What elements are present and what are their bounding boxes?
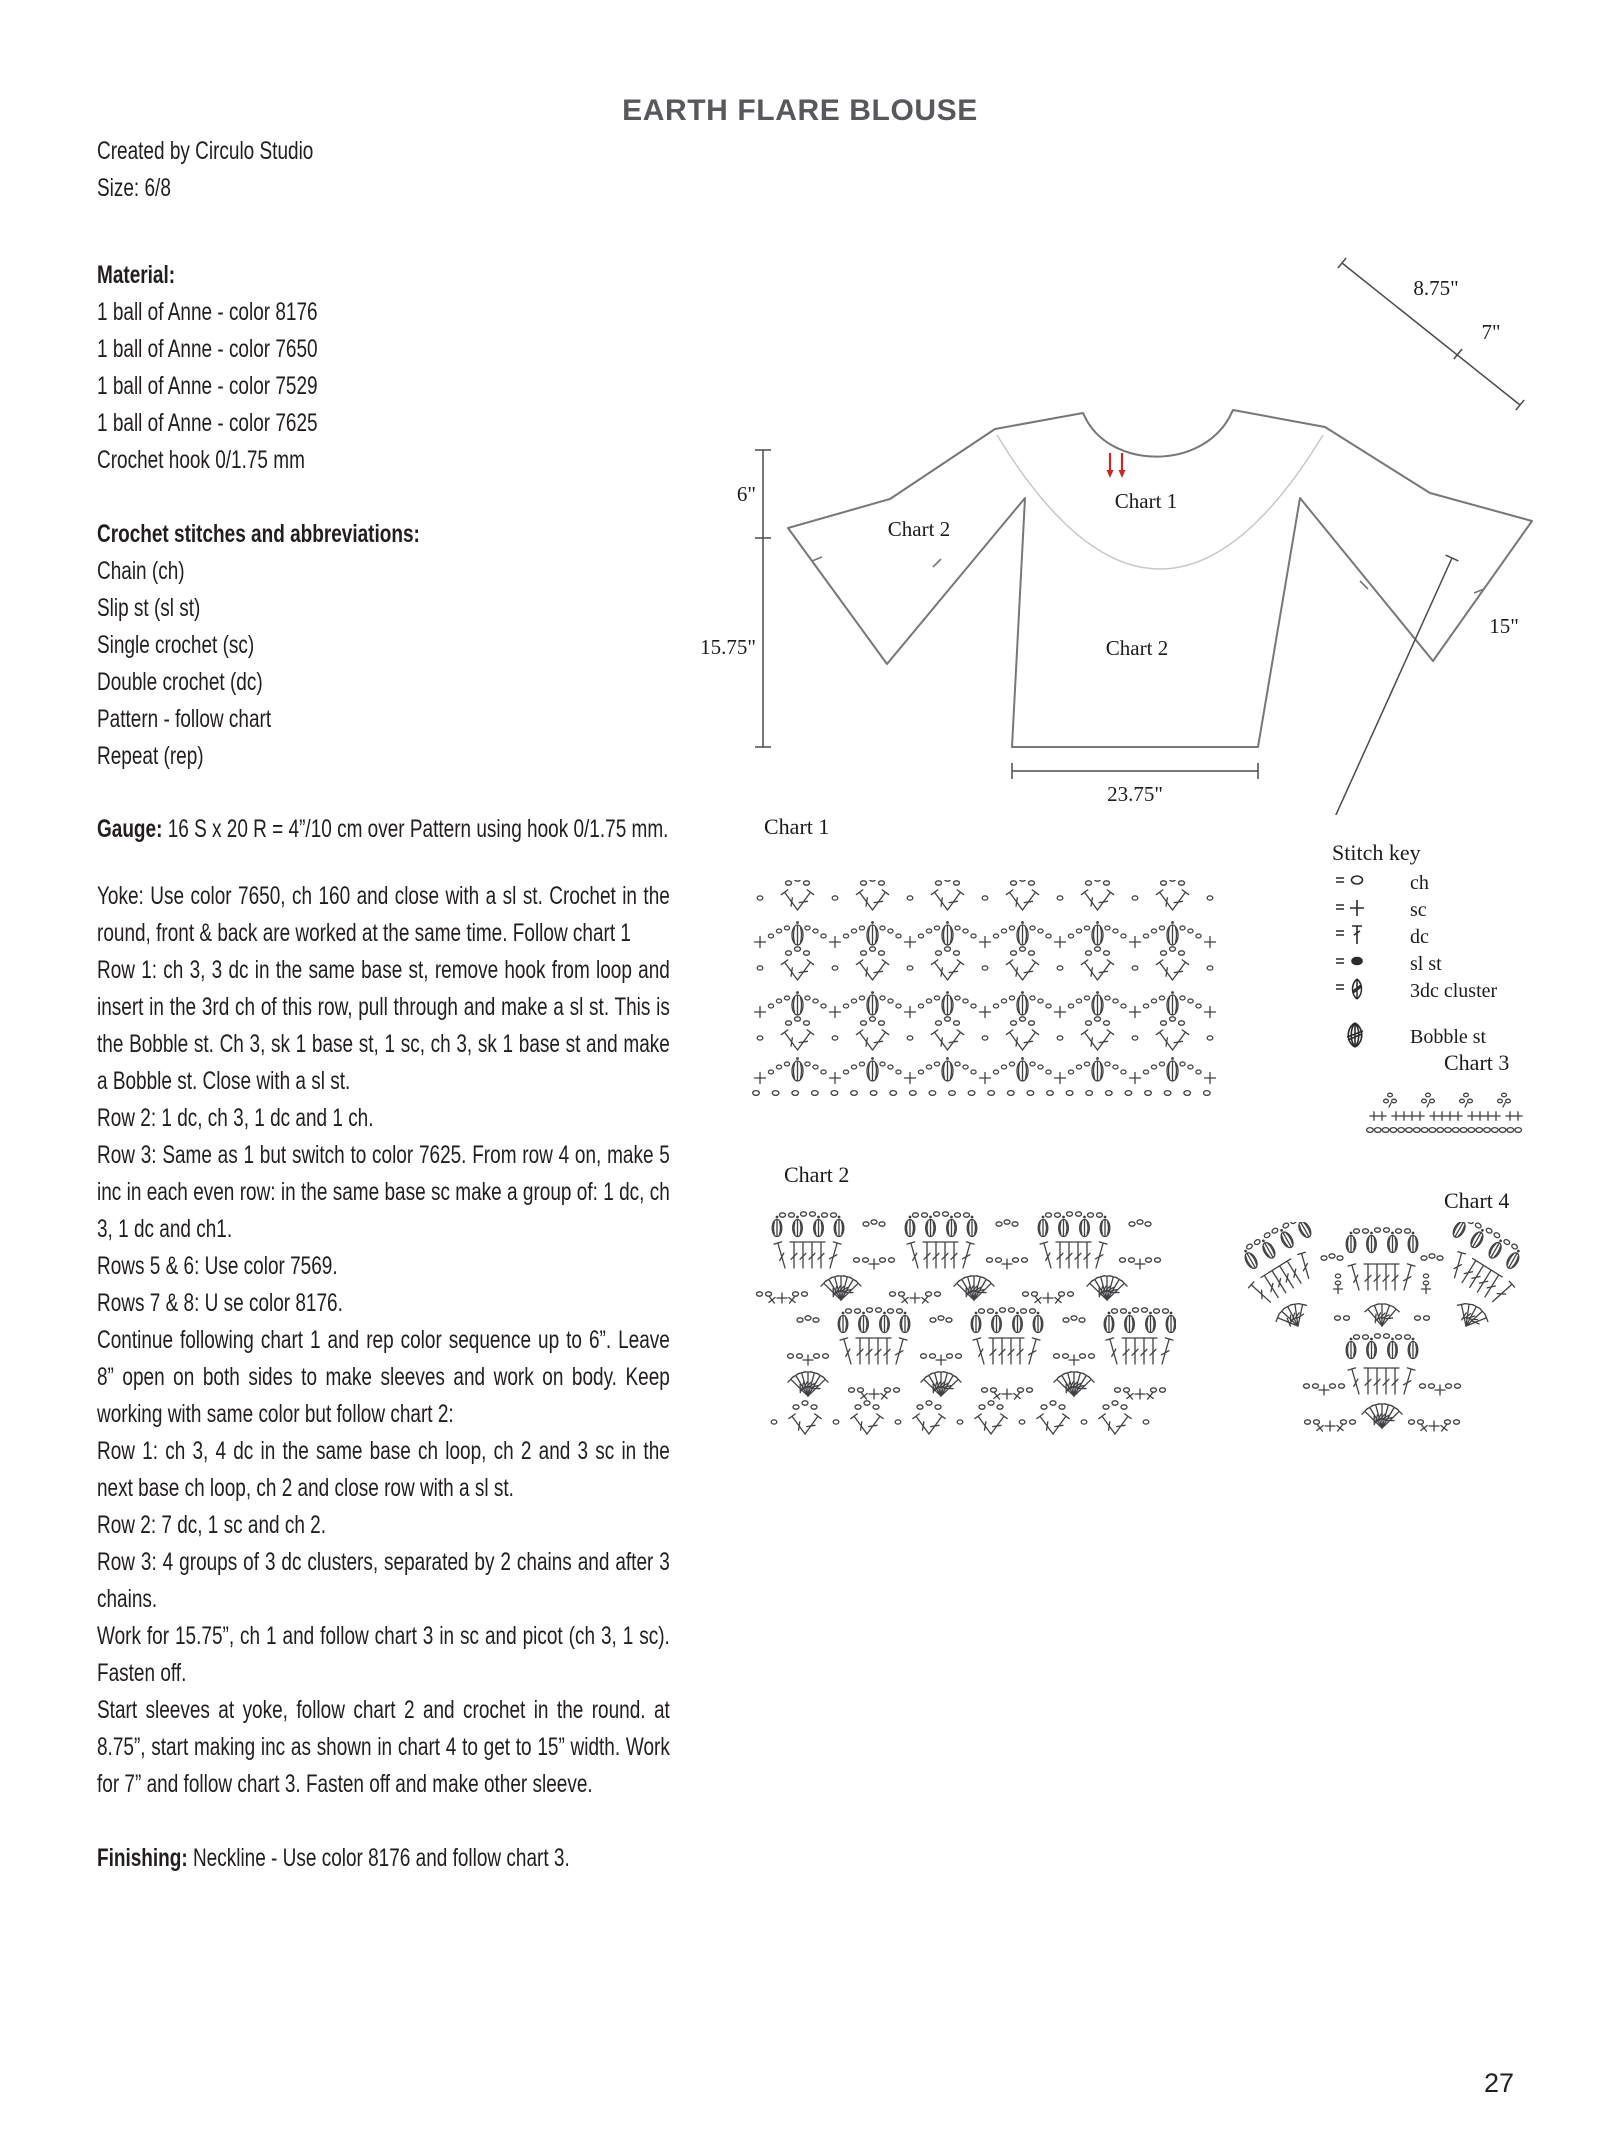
stitches-heading: Crochet stitches and abbreviations: [97,521,420,548]
stitch-key-label: 3dc cluster [1410,980,1498,1002]
stitch-key-row [1332,951,1562,978]
paragraph: Slip st (sl st) [97,595,201,622]
paragraph: Start sleeves at yoke, follow chart 2 and crochet in the round. at 8.75”, start making inc as shown in chart 4 to get to 15” width. Work for 7” and follow chart 3. Fasten off and make other sleeve. [97,1697,670,1798]
material-heading: Material: [97,262,176,289]
paragraph: Single crochet (sc) [97,632,255,659]
stitch-key-row [1332,1021,1562,1053]
dim-cuff: 7" [1481,320,1501,344]
paragraph: 1 ball of Anne - color 7529 [97,373,318,400]
page-title: EARTH FLARE BLOUSE [622,94,978,127]
chart4-label: Chart 4 [1444,1188,1510,1213]
stitch-key-label: ch [1410,872,1429,894]
dim-sleeve-edge: 15" [1489,614,1519,638]
finishing-paragraph [97,1840,670,1877]
chart3-label: Chart 3 [1444,1050,1510,1075]
gauge-block [97,811,670,848]
byline: Created by Circulo Studio [97,138,314,165]
chart2-label: Chart 2 [784,1162,850,1187]
stitch-key [1332,840,1562,1053]
paragraph: Double crochet (dc) [97,669,263,696]
chart1-diagram [746,880,1218,1103]
finishing-label: Finishing: [97,1845,188,1872]
chart1-label: Chart 1 [764,814,830,839]
chart1-svg [746,880,1218,1098]
label-body-chart: Chart 2 [1105,636,1169,660]
stitch-key-title: Stitch key [1332,840,1421,865]
paragraph: Row 1: ch 3, 3 dc in the same base st, remove hook from loop and insert in the 3rd ch of this row, pull through and make a sl st. This is the Bobble st. Ch 3, sk 1 base st, 1 sc, ch 3, sk 1 base st and make a Bobble st. Close with a sl st. [97,957,670,1095]
size-line: Size: 6/8 [97,175,171,202]
paragraph: Row 2: 7 dc, 1 sc and ch 2. [97,1512,327,1539]
paragraph: Crochet hook 0/1.75 mm [97,447,305,474]
paragraph: Yoke: Use color 7650, ch 160 and close with a sl st. Crochet in the round, front & back are worked at the same time. Follow chart 1 [97,883,670,947]
paragraph: Rows 5 & 6: Use color 7569. [97,1253,338,1280]
dim-body-width: 23.75" [1107,782,1163,806]
dc-icon [1332,922,1410,953]
finishing-block [97,1840,670,1877]
material-list [97,294,670,479]
paragraph: Continue following chart 1 and rep color sequence up to 6”. Leave 8” open on both sides to make sleeves and work on body. Keep working with same color but follow chart 2: [97,1327,670,1428]
chart3-svg [1366,1086,1526,1138]
paragraph: Rows 7 & 8: U se color 8176. [97,1290,343,1317]
stitch-key-row [1332,978,1562,1005]
stitch-key-label: Bobble st [1410,1025,1487,1048]
byline-block [97,133,670,207]
blouse-outline [788,410,1532,747]
chart3-diagram [1366,1086,1526,1143]
gauge-paragraph [97,811,670,848]
label-sleeve-chart: Chart 2 [887,517,951,541]
paragraph: Repeat (rep) [97,743,204,770]
instruction-column [97,133,670,1877]
dim-sleeve-top: 8.75" [1413,276,1459,300]
paragraph: Row 3: Same as 1 but switch to color 7625. From row 4 on, make 5 inc in each even row: in the same base sc make a group of: 1 dc, ch 3, 1 dc and ch1. [97,1142,670,1243]
bobble-st-icon [1332,1019,1410,1056]
instructions-block [97,878,670,1803]
gauge-text: 16 S x 20 R = 4”/10 cm over Pattern using hook 0/1.75 mm. [162,816,669,843]
gauge-label: Gauge: [97,816,163,843]
stitch-key-label: sl st [1410,953,1442,975]
paragraph: Row 2: 1 dc, ch 3, 1 dc and 1 ch. [97,1105,374,1132]
paragraph: 1 ball of Anne - color 8176 [97,299,318,326]
paragraph: 1 ball of Anne - color 7650 [97,336,318,363]
chart4-diagram [1232,1222,1532,1443]
ch-icon [1332,869,1410,898]
chart2-svg [746,1206,1176,1448]
paragraph: Row 3: 4 groups of 3 dc clusters, separated by 2 chains and after 3 chains. [97,1549,670,1613]
blouse-schematic [700,255,1560,815]
dim-yoke-depth: 6" [736,482,756,506]
stitch-key-row [1332,924,1562,951]
stitch-key-label: sc [1410,899,1427,921]
3dc-cluster-icon [1332,975,1410,1008]
chart2-diagram [746,1206,1176,1453]
stitches-block [97,516,670,775]
paragraph: Chain (ch) [97,558,185,585]
paragraph: Work for 15.75”, ch 1 and follow chart 3 in sc and picot (ch 3, 1 sc). Fasten off. [97,1623,670,1687]
dimension-lines [755,258,1524,815]
neckline-marker-arrows [1107,453,1126,478]
finishing-text: Neckline - Use color 8176 and follow chart 3. [187,1845,570,1872]
edge-ticks [812,557,1484,593]
label-yoke-chart: Chart 1 [1114,489,1178,513]
paragraph: Pattern - follow chart [97,706,272,733]
dim-body-length: 15.75" [700,635,756,659]
paragraph: 1 ball of Anne - color 7625 [97,410,318,437]
sc-icon [1332,896,1410,925]
blouse-schematic-svg [700,255,1560,815]
stitches-list [97,553,670,775]
page-number: 27 [1484,2068,1515,2098]
chart4-svg [1232,1222,1532,1438]
stitch-key-row [1332,897,1562,924]
stitch-key-row [1332,870,1562,897]
material-block [97,257,670,479]
paragraph: Row 1: ch 3, 4 dc in the same base ch loop, ch 2 and 3 sc in the next base ch loop, ch 2 and close row with a sl st. [97,1438,670,1502]
stitch-key-label: dc [1410,926,1429,948]
